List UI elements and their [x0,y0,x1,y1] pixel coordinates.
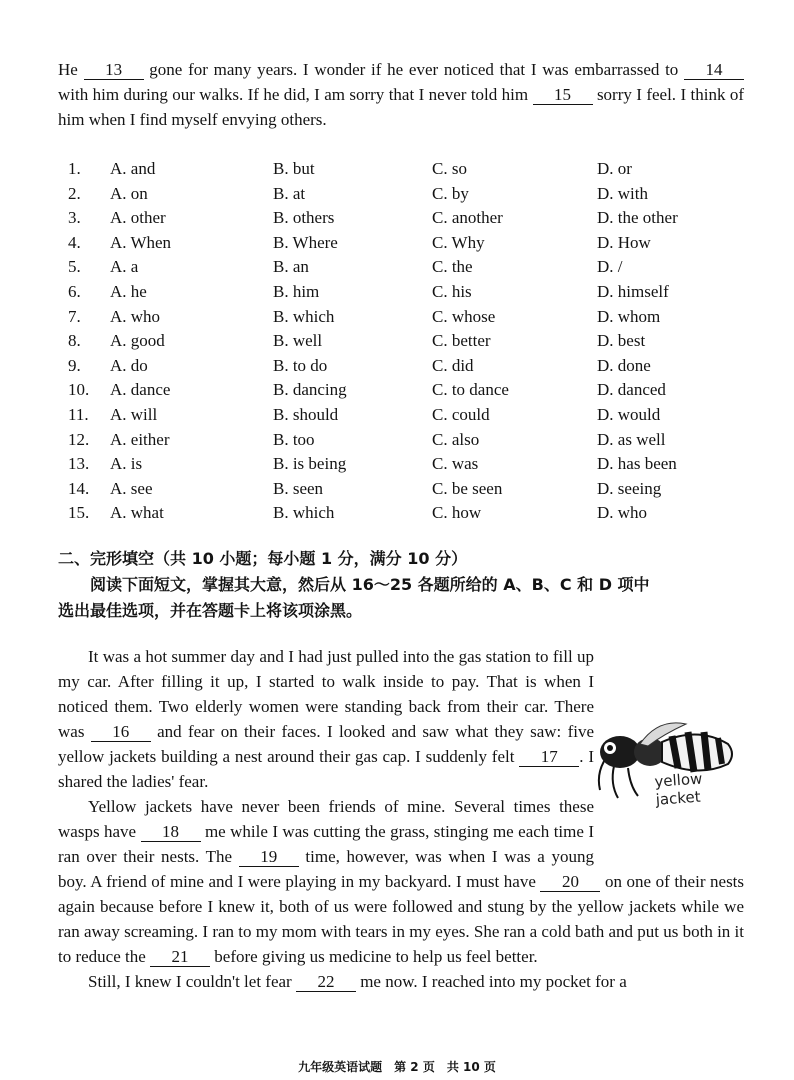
option-c: C. by [432,183,469,203]
option-row [68,305,748,330]
option-c: C. how [432,503,482,523]
question-number: 13. [68,454,90,474]
option-row [68,206,748,231]
option-d: D. done [597,355,651,375]
option-d: D. seeing [597,478,662,498]
option-c: C. so [432,159,467,178]
blank-16: 16 [91,723,151,742]
option-a: A. other [110,208,166,228]
text-run: embarrassed to [574,60,679,79]
figure-caption-line: jacket [655,787,702,809]
blank-18: 18 [141,823,201,842]
option-a: A. and [110,159,156,178]
option-a: A. good [110,331,165,351]
option-c: C. to dance [432,380,509,400]
question-number: 5. [68,257,81,277]
option-c: C. his [432,281,472,301]
option-c: C. also [432,429,480,449]
option-b: B. to do [273,355,328,375]
option-d: D. best [597,331,646,351]
option-c: C. could [432,404,490,424]
option-c: C. another [432,208,503,228]
question-number: 7. [68,306,81,326]
option-row [68,354,748,379]
option-c: C. whose [432,306,496,326]
option-b: B. is being [273,454,347,474]
question-number: 9. [68,355,81,375]
option-b: B. which [273,306,335,326]
instruction-line: 阅读下面短文，掌握其大意，然后从 16～25 各题所给的 A、B、C 和 D 项中 [90,575,650,594]
blank-13: 13 [84,61,144,80]
option-d: D. / [597,257,623,277]
option-row [68,501,748,526]
blank-17: 17 [519,748,579,767]
option-a: A. who [110,306,161,326]
option-row [68,403,748,428]
option-c: C. the [432,257,473,277]
blank-20: 20 [540,873,600,892]
option-d: D. or [597,159,632,178]
option-row [68,452,748,477]
text-run: and fear on their faces. I looked and saw what they saw: five yellow jackets building a nest around their gas cap. I suddenly felt [58,722,595,766]
option-row [68,378,748,403]
option-row [68,255,748,280]
option-a: A. what [110,503,164,523]
option-d: D. himself [597,281,669,301]
option-b: B. but [273,159,315,178]
section-instructions [58,572,738,624]
option-c: C. was [432,454,479,474]
option-b: B. too [273,429,315,449]
text-run: before giving us medicine to help us feel better. [214,947,538,966]
option-c: C. better [432,331,491,351]
option-a: A. on [110,183,148,203]
option-a: A. dance [110,380,171,400]
option-c: C. did [432,355,474,375]
option-row [68,477,748,502]
text-run: He [58,60,78,79]
question-number: 3. [68,208,81,228]
options-table [68,157,748,526]
text-run: me now. I reached into my pocket for a [360,972,627,991]
option-d: D. danced [597,380,666,400]
option-a: A. he [110,281,147,301]
option-b: B. others [273,208,335,228]
option-a: A. a [110,257,139,277]
text-run: on one of their nests again because before I knew it, both of us were followed and stung by the yellow jackets while we ran away screaming. I ran to my mom with tears in my eyes. She ran a cold bath and put us both in it to reduce the [58,872,745,966]
text-run: Yellow jackets have never been friends of mine. Several times these wasps have [58,797,594,841]
option-a: A. either [110,429,170,449]
option-row [68,428,748,453]
option-b: B. seen [273,478,324,498]
option-a: A. see [110,478,153,498]
option-d: D. How [597,232,651,252]
figure-caption-line: yellow [653,769,703,791]
option-b: B. an [273,257,309,277]
question-number: 2. [68,183,81,203]
question-number: 12. [68,429,90,449]
blank-22: 22 [296,973,356,992]
figure-caption [654,767,736,808]
paragraph-3 [58,969,744,994]
option-b: B. well [273,331,323,351]
instruction-line: 选出最佳选项，并在答题卡上将该项涂黑。 [58,601,363,620]
option-a: A. When [110,232,172,252]
option-b: B. him [273,281,320,301]
question-number: 4. [68,232,81,252]
blank-19: 19 [239,848,299,867]
option-d: D. with [597,183,648,203]
text-run: . I shared the ladies' fear. [58,747,594,791]
option-a: A. is [110,454,143,474]
question-number: 14. [68,478,90,498]
text-run: told him [470,85,529,104]
text-run: with him during our walks. If he did, I am sorry that I never [58,85,467,104]
option-c: C. Why [432,232,485,252]
option-row [68,157,748,182]
text-run: sorry I feel. I think of him when I find myself envying others. [58,85,745,129]
option-row [68,329,748,354]
option-b: B. should [273,404,339,424]
option-b: B. which [273,503,335,523]
text-run: time, however, was when I was a young boy. A friend of mine and I were playing in my backyard. I must have [58,847,595,891]
option-a: A. do [110,355,148,375]
option-b: B. at [273,183,306,203]
option-row [68,231,748,256]
option-d: D. the other [597,208,678,228]
text-run: Still, I knew I couldn't let fear [88,972,292,991]
blank-15: 15 [533,86,593,105]
option-row [68,182,748,207]
question-number: 1. [68,159,81,178]
blank-21: 21 [150,948,210,967]
cloze-passage [58,644,744,994]
option-b: B. dancing [273,380,347,400]
question-number: 8. [68,331,81,351]
question-number: 10. [68,380,90,400]
option-d: D. has been [597,454,677,474]
page-footer: 九年级英语试题 第 2 页 共 10 页 [298,1060,496,1074]
text-run: me while I was cutting the grass, stinging me each time I ran over their nests. The [58,822,595,866]
option-d: D. would [597,404,661,424]
question-number: 11. [68,404,89,424]
text-run: It was a hot summer day and I had just pulled into the gas station to fill up my car. After filling it up, I started to walk inside to pay. That is when I noticed them. Two elderly women were standing back from their car. There was [58,647,594,741]
option-a: A. will [110,404,158,424]
option-d: D. who [597,503,648,523]
question-number: 6. [68,281,81,301]
section-title: 二、完形填空（共 10 小题；每小题 1 分，满分 10 分） [58,549,468,568]
question-number: 15. [68,503,90,523]
blank-14: 14 [684,61,744,80]
option-b: B. Where [273,232,338,252]
option-d: D. whom [597,306,661,326]
option-d: D. as well [597,429,666,449]
option-row [68,280,748,305]
passage-continuation [58,57,744,132]
option-c: C. be seen [432,478,503,498]
text-run: gone for many years. I wonder if he ever noticed that I was [149,60,569,79]
